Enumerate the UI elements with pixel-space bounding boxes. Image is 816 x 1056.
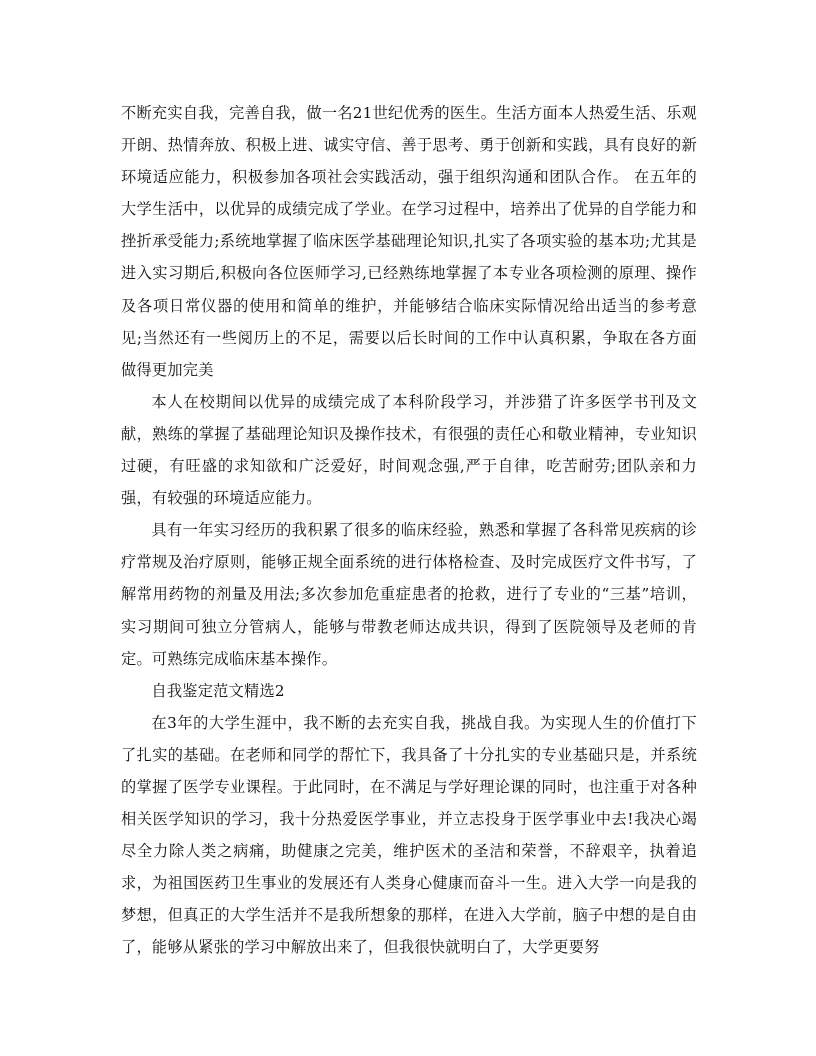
paragraph-intro: 不断充实自我，完善自我，做一名21世纪优秀的医生。生活方面本人热爱生活、乐观开朗、热情奔放、积极上进、诚实守信、善于思考、勇于创新和实践，具有良好的新环境适应能力，积极参加各项社会实践活动，强于组织沟通和团队合作。 在五年的大学生活中，以优异的成绩完成了学业。在学习过程中，培养出了优异的自学能力和挫折承受能力;系统地掌握了临床医学基础理论知识,扎实了各项实验的基本功;尤其是进入实习期后,积极向各位医师学习,已经熟练地掌握了本专业各项检测的原理、操作及各项日常仪器的使用和简单的维护，并能够结合临床实际情况给出适当的参考意见;当然还有一些阅历上的不足，需要以后长时间的工作中认真积累，争取在各方面做得更加完美	[121, 104, 697, 379]
paragraph-school-record: 本人在校期间以优异的成绩完成了本科阶段学习，并涉猎了许多医学书刊及文献，熟练的掌握了基础理论知识及操作技术，有很强的责任心和敬业精神，专业知识过硬，有旺盛的求知欲和广泛爱好，时间观念强,严于自律，吃苦耐劳;团队亲和力强，有较强的环境适应能力。	[121, 392, 697, 508]
document-body	[121, 97, 697, 964]
section-heading: 自我鉴定范文精选2	[151, 681, 285, 700]
paragraph-internship: 具有一年实习经历的我积累了很多的临床经验，熟悉和掌握了各科常见疾病的诊疗常规及治疗原则，能够正规全面系统的进行体格检查、及时完成医疗文件书写，了解常用药物的剂量及用法;多次参加危重症患者的抢救，进行了专业的“三基”培训，实习期间可独立分管病人，能够与带教老师达成共识，得到了医院领导及老师的肯定。可熟练完成临床基本操作。	[121, 521, 697, 668]
paragraph-college-life: 在3年的大学生涯中，我不断的去充实自我，挑战自我。为实现人生的价值打下了扎实的基础。在老师和同学的帮忙下，我具备了十分扎实的专业基础只是，并系统的掌握了医学专业课程。于此同时，在不满足与学好理论课的同时，也注重于对各种相关医学知识的学习，我十分热爱医学事业，并立志投身于医学事业中去!我决心竭尽全力除人类之病痛，助健康之完美，维护医术的圣洁和荣誉，不辞艰辛，执着追求，为祖国医药卫生事业的发展还有人类身心健康而奋斗一生。进入大学一向是我的梦想，但真正的大学生活并不是我所想象的那样，在进入大学前，脑子中想的是自由了，能够从紧张的学习中解放出来了，但我很快就明白了，大学更要努	[121, 713, 697, 957]
